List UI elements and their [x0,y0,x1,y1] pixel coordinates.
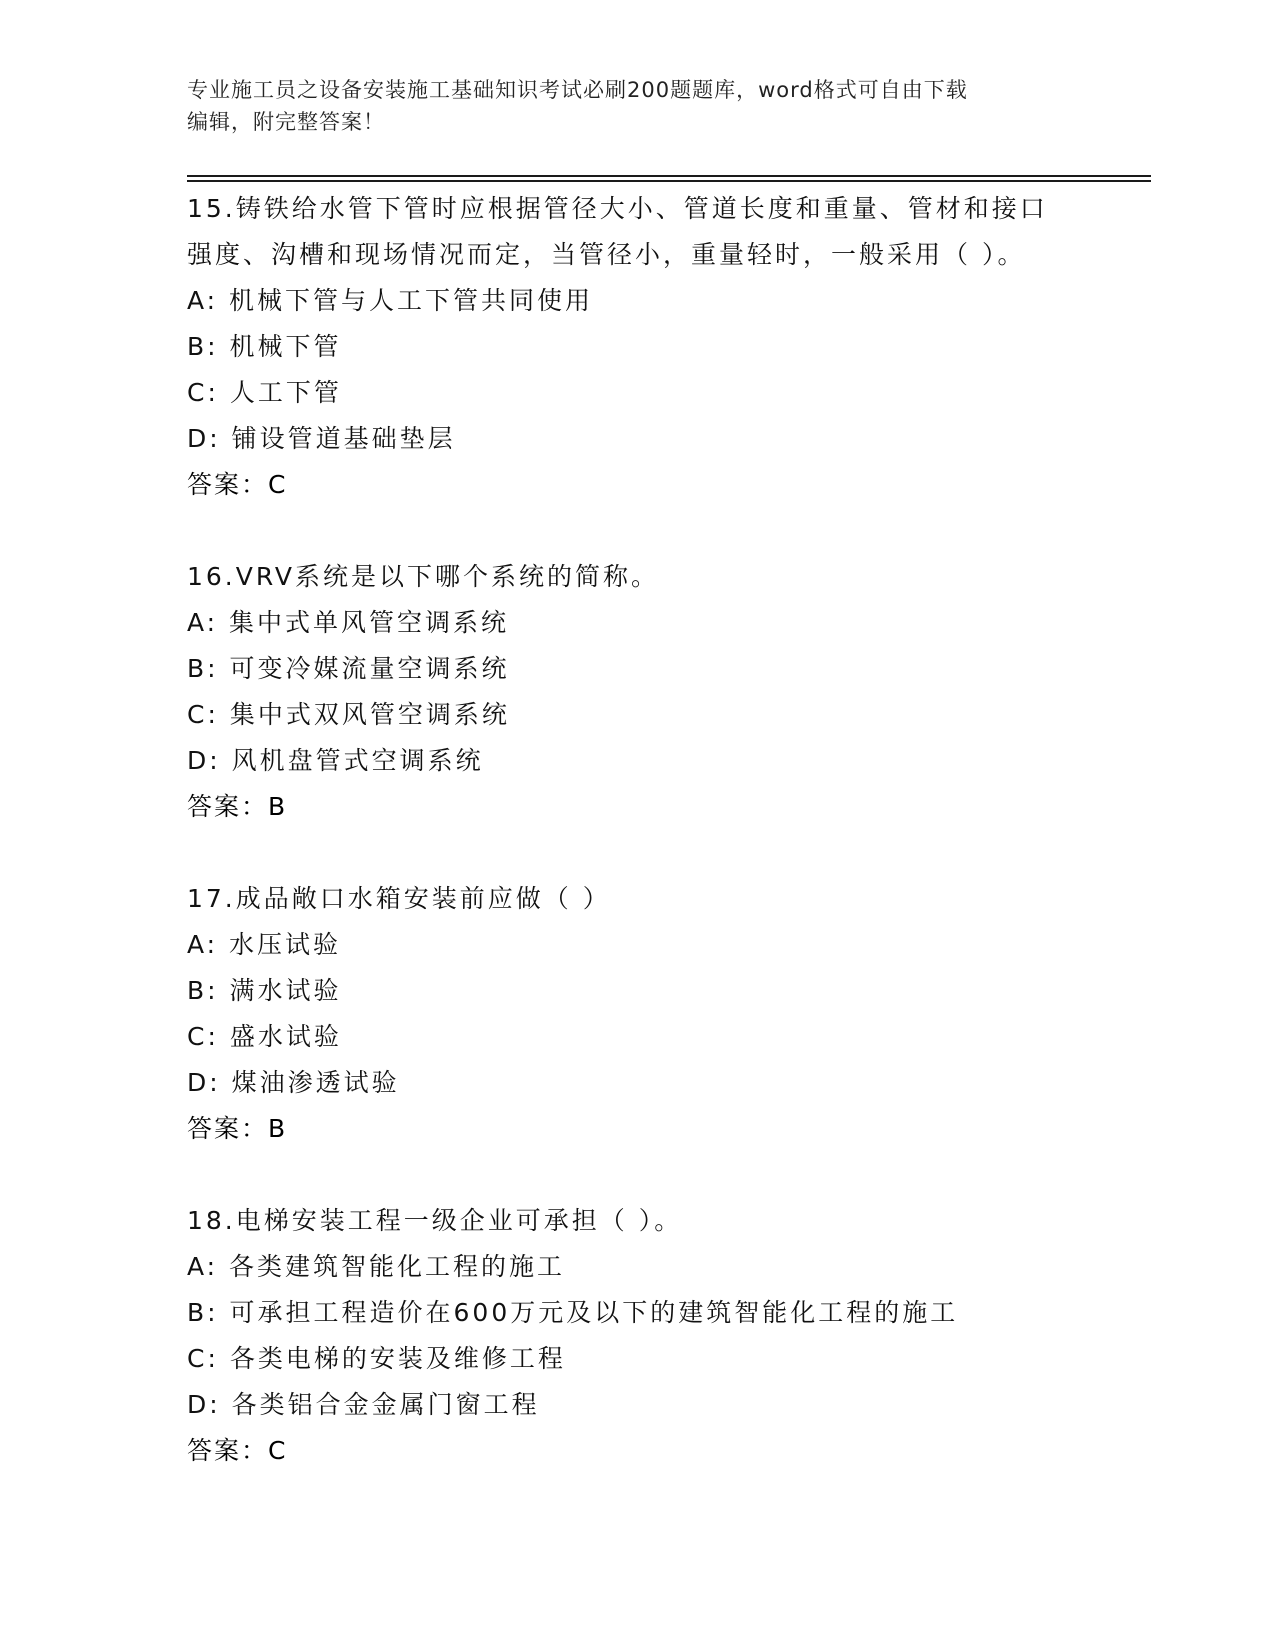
option-a: A: 机械下管与人工下管共同使用 [187,286,594,315]
option-a: A: 各类建筑智能化工程的施工 [187,1252,566,1281]
option-a: A: 集中式单风管空调系统 [187,608,510,637]
answer-key: 答案：B [187,792,288,821]
header-title-line-2: 编辑，附完整答案！ [187,110,385,134]
option-b: B: 机械下管 [187,332,342,361]
answer-key: 答案：C [187,470,288,499]
question-16 [187,554,1087,830]
option-b: B: 可变冷媒流量空调系统 [187,654,510,683]
option-c: C: 盛水试验 [187,1022,342,1051]
option-c: C: 集中式双风管空调系统 [187,700,510,729]
option-a: A: 水压试验 [187,930,342,959]
divider-line-top [187,175,1151,177]
answer-key: 答案：B [187,1114,288,1143]
divider-line-bottom [187,180,1151,182]
document-header [187,74,1067,138]
option-b: B: 满水试验 [187,976,342,1005]
question-list [187,186,1087,1520]
question-17 [187,876,1087,1152]
option-d: D: 铺设管道基础垫层 [187,424,456,453]
answer-key: 答案：C [187,1436,288,1465]
question-18 [187,1198,1087,1474]
option-d: D: 风机盘管式空调系统 [187,746,484,775]
header-title-line-1: 专业施工员之设备安装施工基础知识考试必刷200题题库，word格式可自由下载 [187,78,968,102]
question-stem: 17.成品敞口水箱安装前应做（ ） [187,884,611,913]
option-d: D: 煤油渗透试验 [187,1068,400,1097]
header-divider [187,175,1151,185]
option-d: D: 各类铝合金金属门窗工程 [187,1390,540,1419]
option-b: B: 可承担工程造价在600万元及以下的建筑智能化工程的施工 [187,1298,959,1327]
question-stem-continued: 强度、沟槽和现场情况而定，当管径小，重量轻时，一般采用（ ）。 [187,240,1026,269]
question-stem: 16.VRV系统是以下哪个系统的简称。 [187,562,659,591]
question-stem: 18.电梯安装工程一级企业可承担（ ）。 [187,1206,683,1235]
question-stem: 15.铸铁给水管下管时应根据管径大小、管道长度和重量、管材和接口 [187,194,1048,223]
option-c: C: 各类电梯的安装及维修工程 [187,1344,566,1373]
question-15 [187,186,1087,508]
option-c: C: 人工下管 [187,378,342,407]
